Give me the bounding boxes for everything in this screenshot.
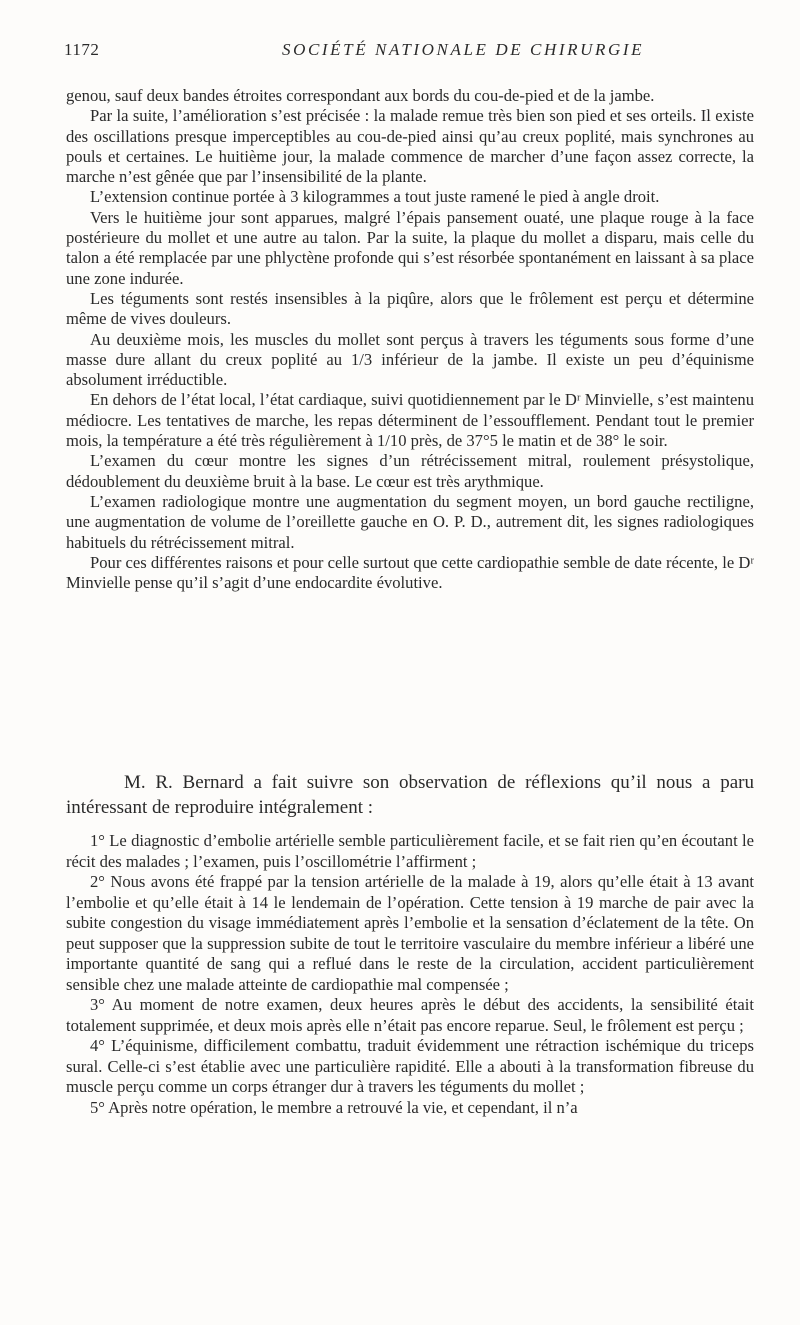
reflections-intro: [66, 770, 754, 820]
paragraph: Les téguments sont restés insensibles à la piqûre, alors que le frôlement est perçu et détermine même de vives douleurs.: [66, 288, 754, 329]
list-item: 3° Au moment de notre examen, deux heures après le début des accidents, la sensibilité était totalement supprimée, et deux mois après elle n’était pas encore reparue. Seul, le frôlement est perçu ;: [66, 995, 754, 1035]
paragraph: Par la suite, l’amélioration s’est précisée : la malade remue très bien son pied et ses orteils. Il existe des oscillations presque imperceptibles au cou-de-pied ainsi qu’au creux poplité, mais synchrones au pouls et certaines. Le huitième jour, la malade commence de marcher d’une façon assez correcte, la marche n’est gênée que par l’insensibilité de la plante.: [66, 106, 754, 187]
paragraph: Pour ces différentes raisons et pour celle surtout que cette cardiopathie semble de date récente, le Dʳ Minvielle pense qu’il s’agit d’une endocardite évolutive.: [66, 552, 754, 593]
paragraph: En dehors de l’état local, l’état cardiaque, suivi quotidiennement par le Dʳ Minvielle, s’est maintenu médiocre. Les tentatives de marche, les repas déterminent de l’essoufflement. Pendant tout le premier mois, la température a été très régulièrement à 1/10 près, de 37°5 le matin et de 38° le soir.: [66, 390, 754, 451]
reflections-list: [66, 831, 754, 1118]
paragraph: L’examen radiologique montre une augmentation du segment moyen, un bord gauche rectiligne, une augmentation de volume de l’oreillette gauche en O. P. D., autrement dit, les signes radiologiques habituels du rétrécissement mitral.: [66, 491, 754, 552]
paragraph: L’examen du cœur montre les signes d’un rétrécissement mitral, roulement présystolique, dédoublement du deuxième bruit à la base. Le cœur est très arythmique.: [66, 451, 754, 491]
page-header: [64, 40, 754, 66]
page-number: 1172: [64, 40, 100, 59]
observation-text: [66, 86, 754, 593]
list-item: 5° Après notre opération, le membre a retrouvé la vie, et cependant, il n’a: [90, 1097, 578, 1117]
list-item: 1° Le diagnostic d’embolie artérielle semble particulièrement facile, et se fait rien qu’en écoutant le récit des malades ; l’examen, puis l’oscillométrie l’affirment ;: [66, 831, 754, 871]
running-title: SOCIÉTÉ NATIONALE DE CHIRURGIE: [282, 40, 645, 59]
list-item: 2° Nous avons été frappé par la tension artérielle de la malade à 19, alors qu’elle était à 13 avant l’embolie et qu’elle était à 14 le lendemain de l’opération. Cette tension à 19 marche de pair avec la subite congestion du visage immédiatement après l’embolie et la sensation d’éclatement de la tête. On peut supposer que la suppression subite de tout le territoire vasculaire du membre inférieur a libéré une importante quantité de sang qui a reflué dans le reste de la circulation, accident particulièrement sensible chez une malade atteinte de cardiopathie mal compensée ;: [66, 872, 754, 994]
list-item: 4° L’équinisme, difficilement combattu, traduit évidemment une rétraction ischémique du triceps sural. Celle-ci s’est établie avec une particulière rapidité. Elle a abouti à la transformation fibreuse du muscle perçu comme un corps étranger dur à travers les téguments du mollet ;: [66, 1036, 754, 1096]
paragraph: Vers le huitième jour sont apparues, malgré l’épais pansement ouaté, une plaque rouge à la face postérieure du mollet et une autre au talon. Par la suite, la plaque du mollet a disparu, mais celle du talon a été remplacée par une phlyctène profonde qui s’est résorbée spontanément en laissant à sa place une zone indurée.: [66, 207, 754, 288]
paragraph: L’extension continue portée à 3 kilogrammes a tout juste ramené le pied à angle droit.: [90, 187, 660, 207]
paragraph: genou, sauf deux bandes étroites correspondant aux bords du cou-de-pied et de la jambe.: [66, 86, 655, 105]
paragraph: Au deuxième mois, les muscles du mollet sont perçus à travers les téguments sous forme d’une masse dure allant du creux poplité au 1/3 inférieur de la jambe. Il existe un peu d’équinisme absolument irréductible.: [66, 329, 754, 390]
intro-paragraph: M. R. Bernard a fait suivre son observation de réflexions qu’il nous a paru intéressant de reproduire intégralement :: [66, 772, 754, 818]
